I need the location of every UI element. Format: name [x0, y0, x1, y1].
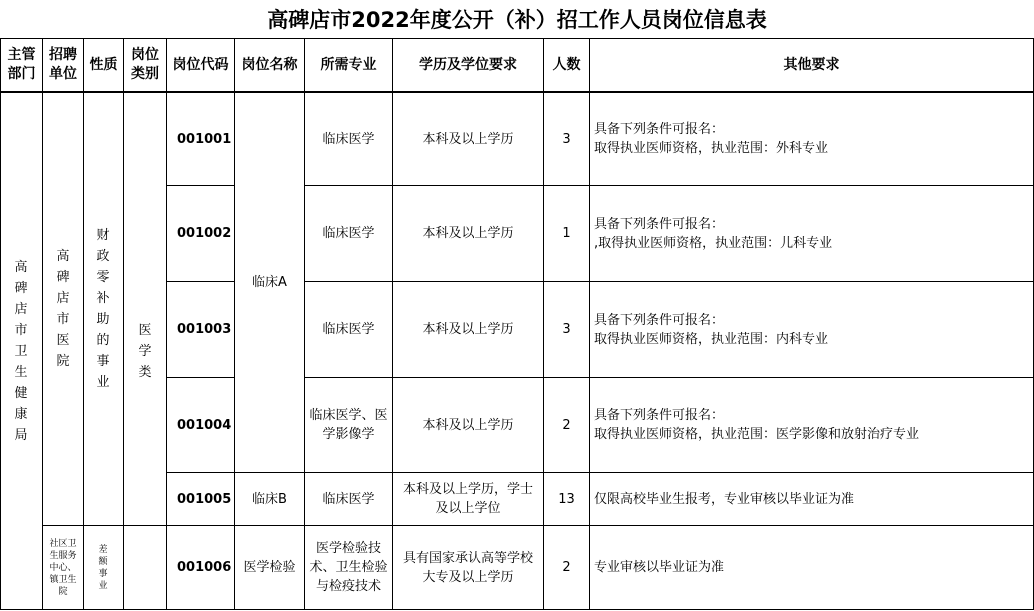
- unit-hospital-cell: 高碑店市医院: [56, 249, 70, 369]
- row-1-major: 临床医学: [322, 131, 375, 147]
- row-3-code: 001003: [177, 322, 232, 337]
- row-6-count: 2: [562, 560, 571, 575]
- row-2-other-line1: 具备下列条件可报名：: [594, 216, 725, 232]
- page-title: 高碑店市2022年度公开（补）招工作人员岗位信息表: [267, 8, 767, 32]
- col-line-1: [42, 38, 43, 610]
- row-6-other: 专业审核以毕业证为准: [594, 560, 725, 575]
- row-3-other-line2: 取得执业医师资格，执业范围：内科专业: [594, 331, 829, 347]
- row-1-count: 3: [562, 131, 571, 147]
- table-border-left: [0, 38, 1, 610]
- row-3-count: 3: [562, 322, 571, 337]
- row-5-count: 13: [558, 491, 575, 507]
- header-other: 其他要求: [783, 56, 840, 73]
- category-cell: 医学类: [138, 322, 152, 380]
- row-5-other: 仅限高校毕业生报考，专业审核以毕业证为准: [594, 491, 855, 507]
- row-3-edu: 本科及以上学历: [422, 322, 514, 337]
- row-4-other-line2: 取得执业医师资格，执业范围：医学影像和放射治疗专业: [594, 427, 920, 442]
- header-major: 所需专业: [320, 56, 377, 73]
- header-code: 岗位代码: [172, 56, 229, 73]
- row-4-count: 2: [562, 417, 571, 433]
- header-name: 岗位名称: [241, 56, 298, 73]
- header-category: 岗位类别: [131, 47, 159, 82]
- row-1-other-line1: 具备下列条件可报名：: [594, 122, 725, 137]
- dept-cell: 高碑店市卫生健康局: [14, 259, 28, 443]
- header-nature: 性质: [89, 56, 118, 73]
- row-2-major: 临床医学: [322, 226, 375, 241]
- row-1-edu: 本科及以上学历: [422, 131, 514, 147]
- col-line-3: [123, 38, 124, 610]
- header-count: 人数: [552, 56, 581, 73]
- row-4-major: 临床医学、医学影像学: [309, 408, 388, 442]
- post-name-clinical-a: 临床A: [252, 275, 287, 290]
- row-2-edu: 本科及以上学历: [422, 226, 514, 241]
- row-3-other-line1: 具备下列条件可报名：: [594, 312, 725, 328]
- row-5-code: 001005: [177, 491, 232, 507]
- row-4-other: [590, 378, 1033, 472]
- row-3-other: [590, 282, 1033, 377]
- row-4-edu: 本科及以上学历: [422, 417, 514, 433]
- nature-cell: 财政零补助的事业: [96, 228, 110, 390]
- row-6-code: 001006: [177, 560, 232, 575]
- row-4-code: 001004: [177, 417, 232, 433]
- row-6-name: 医学检验: [243, 560, 296, 575]
- row-1-other-line2: 取得执业医师资格，执业范围：外科专业: [594, 141, 829, 156]
- header-dept: 主管部门: [7, 47, 36, 82]
- positions-table: [0, 38, 1034, 611]
- row-5-major: 临床医学: [322, 491, 375, 507]
- col-line-2: [83, 38, 84, 610]
- unit-community-cell: 社区卫生服务中心、镇卫生院: [49, 538, 77, 597]
- row-6-major: 医学检验技术、卫生检验与检疫技术: [309, 541, 388, 594]
- row-4-other-line1: 具备下列条件可报名：: [594, 408, 725, 423]
- row-1-code: 001001: [177, 131, 232, 147]
- nature-diff-cell: 差额事业: [98, 544, 108, 591]
- header-edu: 学历及学位要求: [419, 56, 517, 73]
- table-border-bottom: [0, 609, 1034, 610]
- row-2-count: 1: [562, 226, 571, 241]
- row-6-edu: 具有国家承认高等学校大专及以上学历: [402, 550, 533, 585]
- row-1-other: [590, 93, 1033, 185]
- row-5-name: 临床B: [252, 491, 287, 507]
- row-2-other: [590, 186, 1033, 281]
- header-unit: 招聘单位: [49, 47, 77, 82]
- row-2-other-line2: ,取得执业医师资格，执业范围：儿科专业: [594, 235, 833, 251]
- row-5-edu: 本科及以上学历，学士及以上学位: [402, 482, 533, 516]
- row-3-major: 临床医学: [322, 322, 375, 337]
- row-2-code: 001002: [177, 226, 232, 241]
